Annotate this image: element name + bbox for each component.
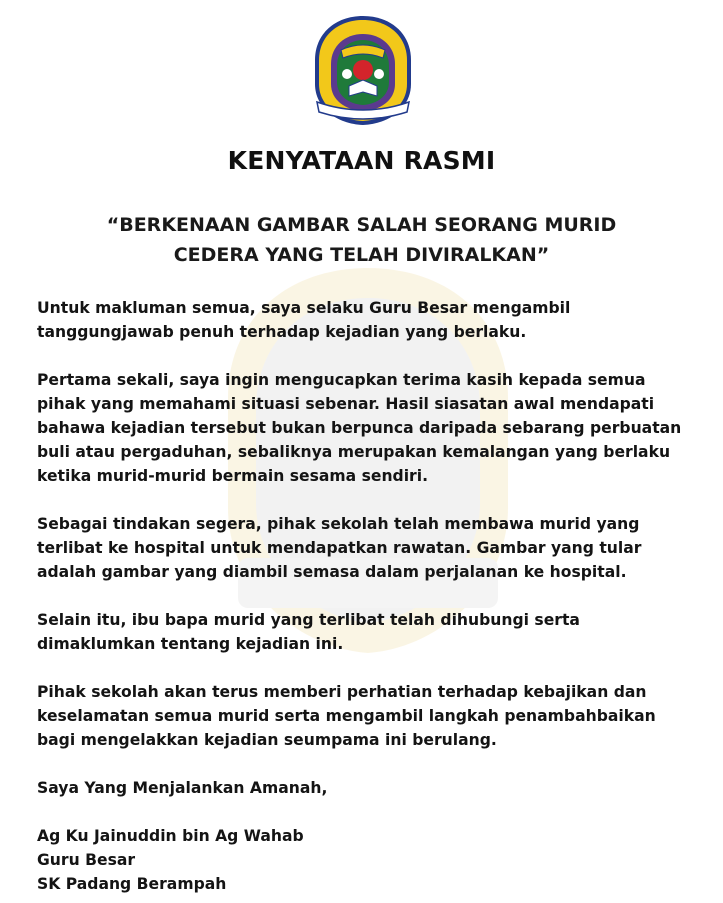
paragraph: Pihak sekolah akan terus memberi perhatian terhadap kebajikan dan keselamatan semua murid serta mengambil langkah penambahbaikan bagi mengelakkan kejadian seumpama ini berulang.	[37, 683, 656, 749]
signature-block	[37, 824, 689, 896]
signatory-school: SK Padang Berampah	[37, 875, 227, 893]
closing-line: Saya Yang Menjalankan Amanah,	[37, 779, 328, 797]
paragraph: Untuk makluman semua, saya selaku Guru Besar mengambil tanggungjawab penuh terhadap kejadian yang berlaku.	[37, 299, 571, 341]
statement-title: KENYATAAN RASMI	[227, 146, 496, 175]
signatory-position: Guru Besar	[37, 851, 136, 869]
paragraph: Sebagai tindakan segera, pihak sekolah telah membawa murid yang terlibat ke hospital untuk mendapatkan rawatan. Gambar yang tular adalah gambar yang diambil semasa dalam perjalanan ke hospital.	[37, 515, 642, 581]
signatory-name: Ag Ku Jainuddin bin Ag Wahab	[37, 827, 304, 845]
subtitle-line: “BERKENAAN GAMBAR SALAH SEORANG MURID	[106, 214, 617, 236]
statement-body	[37, 296, 689, 896]
paragraph: Selain itu, ibu bapa murid yang terlibat telah dihubungi serta dimaklumkan tentang kejadian ini.	[37, 611, 580, 653]
subtitle-line: CEDERA YANG TELAH DIVIRALKAN”	[173, 244, 550, 266]
statement-subtitle	[60, 210, 663, 270]
school-crest-icon	[313, 14, 413, 126]
paragraph: Pertama sekali, saya ingin mengucapkan terima kasih kepada semua pihak yang memahami situasi sebenar. Hasil siasatan awal mendapati bahawa kejadian tersebut bukan berpunca daripada sebarang perbuatan buli atau pergaduhan, sebaliknya merupakan kemalangan yang berlaku ketika murid-murid bermain sesama sendiri.	[37, 371, 682, 485]
